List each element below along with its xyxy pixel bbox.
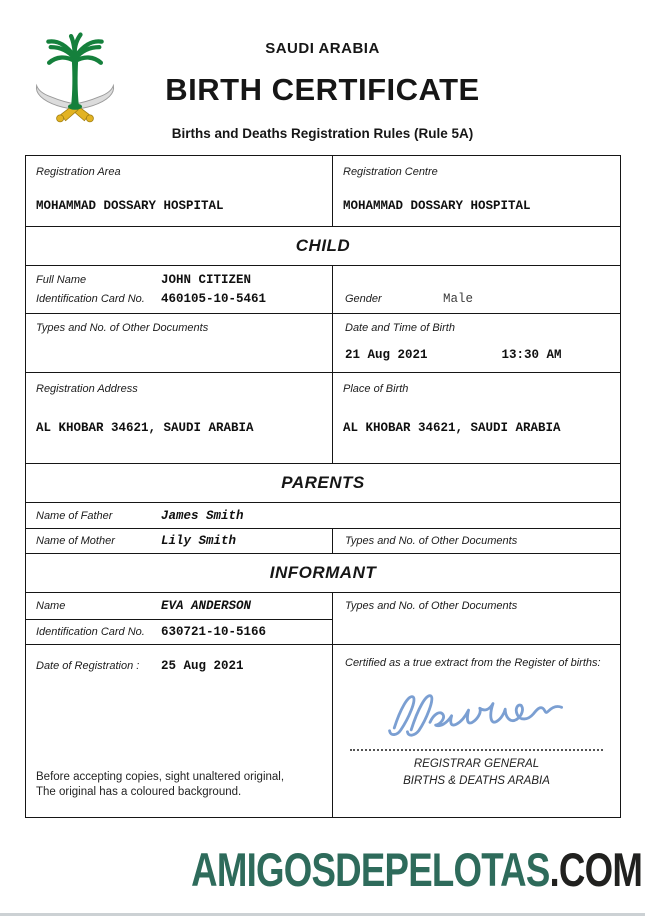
registration-area-label: Registration Area — [36, 166, 121, 178]
mother-cell — [26, 529, 333, 554]
mother-value: Lily Smith — [161, 534, 237, 548]
copy-notice-line2: The original has a coloured background. — [36, 786, 242, 799]
mother-label: Name of Mother — [36, 535, 115, 547]
place-of-birth-value: AL KHOBAR 34621, SAUDI ARABIA — [343, 421, 561, 435]
informant-name-label: Name — [36, 600, 66, 612]
informant-section-row — [26, 554, 621, 593]
gender-cell — [333, 266, 621, 314]
copy-notice — [36, 770, 322, 801]
certificate-title: BIRTH CERTIFICATE — [165, 72, 480, 107]
informant-id-value: 630721-10-5166 — [161, 625, 267, 639]
signature-dotted-line — [350, 749, 602, 751]
child-section-row — [26, 227, 621, 266]
parents-section-cell — [26, 464, 621, 503]
father-cell — [26, 503, 621, 529]
certified-extract-label: Certified as a true extract from the Register of births: — [345, 657, 601, 669]
place-of-birth-cell — [333, 373, 621, 464]
registration-centre-cell — [333, 156, 621, 227]
child-id-value: 460105-10-5461 — [161, 292, 267, 306]
child-section-cell — [26, 227, 621, 266]
full-name-label: Full Name — [36, 274, 87, 286]
birth-time-value: 13:30 AM — [501, 348, 562, 362]
gender-value: Male — [443, 292, 474, 306]
footer-brand-name: AMIGOSDEPELOTAS — [191, 843, 550, 896]
informant-section-cell — [26, 554, 621, 593]
father-value: James Smith — [161, 508, 244, 523]
registration-address-label: Registration Address — [36, 383, 138, 395]
informant-section-title: INFORMANT — [269, 563, 377, 582]
informant-name-row — [26, 593, 621, 620]
child-other-docs-cell — [26, 314, 333, 373]
footer-brand-tld: .COM — [549, 843, 642, 896]
registration-address-cell — [26, 373, 333, 464]
father-row — [26, 503, 621, 529]
parents-other-docs-cell — [333, 529, 621, 554]
informant-id-label: Identification Card No. — [36, 626, 145, 638]
certification-row — [26, 645, 621, 818]
registration-date-label: Date of Registration : — [36, 660, 140, 672]
registration-centre-label: Registration Centre — [343, 166, 438, 178]
registration-row — [26, 156, 621, 227]
place-of-birth-label: Place of Birth — [343, 383, 409, 395]
registration-centre-value: MOHAMMAD DOSSARY HOSPITAL — [343, 199, 531, 213]
birth-date-value: 21 Aug 2021 — [345, 348, 428, 362]
footer-brand — [191, 842, 642, 897]
child-section-title: CHILD — [295, 236, 351, 255]
registration-date-value: 25 Aug 2021 — [161, 659, 244, 673]
country-title: SAUDI ARABIA — [265, 40, 380, 57]
rules-subtitle: Births and Deaths Registration Rules (Rule 5A) — [171, 126, 474, 141]
parents-section-title: PARENTS — [281, 473, 365, 492]
registrar-title — [345, 756, 608, 789]
full-name-value: JOHN CITIZEN — [161, 273, 252, 287]
informant-other-docs-cell — [333, 593, 621, 645]
certificate-table — [25, 155, 621, 818]
registrar-line2: BIRTHS & DEATHS ARABIA — [403, 774, 550, 787]
gender-label: Gender — [345, 293, 382, 305]
certified-extract-cell — [333, 645, 621, 818]
child-other-docs-label: Types and No. of Other Documents — [36, 322, 209, 334]
birth-datetime-cell — [333, 314, 621, 373]
child-identity-row — [26, 266, 621, 314]
address-row — [26, 373, 621, 464]
child-id-label: Identification Card No. — [36, 293, 145, 305]
parents-section-row — [26, 464, 621, 503]
child-name-id-cell — [26, 266, 333, 314]
informant-name-value: EVA ANDERSON — [161, 599, 252, 613]
registration-area-cell — [26, 156, 333, 227]
parents-other-docs-label: Types and No. of Other Documents — [345, 535, 518, 547]
copy-notice-line1: Before accepting copies, sight unaltered original, — [36, 770, 285, 783]
registration-area-value: MOHAMMAD DOSSARY HOSPITAL — [36, 199, 224, 213]
informant-name-cell — [26, 593, 333, 620]
registrar-signature — [383, 683, 571, 741]
birth-datetime-row — [26, 314, 621, 373]
informant-other-docs-label: Types and No. of Other Documents — [345, 600, 518, 612]
registration-address-value: AL KHOBAR 34621, SAUDI ARABIA — [36, 421, 254, 435]
mother-row — [26, 529, 621, 554]
birth-datetime-label: Date and Time of Birth — [345, 322, 455, 334]
registrar-line1: REGISTRAR GENERAL — [413, 758, 540, 770]
father-label: Name of Father — [36, 509, 113, 522]
informant-id-cell — [26, 620, 333, 645]
registration-date-cell — [26, 645, 333, 818]
